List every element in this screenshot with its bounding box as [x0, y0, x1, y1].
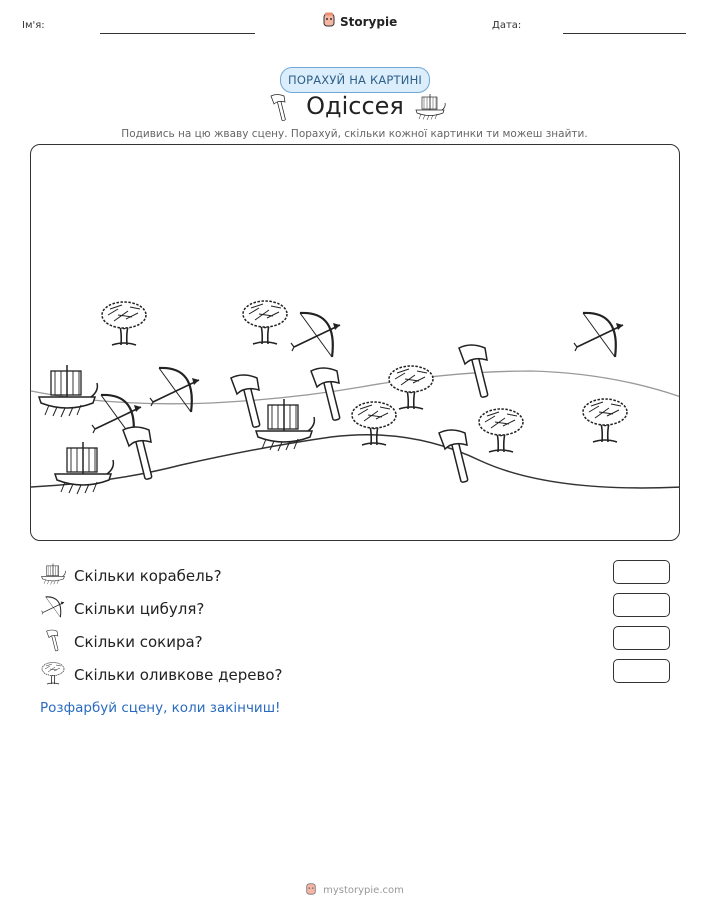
- tree-1: [102, 302, 146, 345]
- axe-icon: [40, 628, 66, 656]
- answer-box-ships[interactable]: [613, 560, 670, 584]
- scene-panel: [30, 144, 680, 541]
- olive-tree-icon: [40, 661, 66, 689]
- hill-far: [31, 371, 680, 404]
- axe-5: [439, 430, 468, 483]
- logo-text: Storypie: [340, 15, 398, 29]
- tree-6: [583, 399, 627, 442]
- name-label: Ім'я:: [22, 20, 45, 31]
- ship-1: [39, 365, 97, 417]
- instructions: Подивись на цю жваву сцену. Порахуй, скільки кожної картинки ти можеш знайти.: [121, 128, 588, 140]
- ship-icon: [40, 562, 66, 590]
- answer-box-bows[interactable]: [613, 593, 670, 617]
- answer-box-axes[interactable]: [613, 626, 670, 650]
- page-title: Одіссея: [306, 92, 404, 120]
- footer-url: mystorypie.com: [323, 885, 404, 896]
- storypie-mascot-icon: [322, 12, 336, 32]
- axe-4: [123, 427, 152, 480]
- coloring-note: Розфарбуй сцену, коли закінчиш!: [40, 700, 281, 716]
- bow-2: [574, 313, 623, 357]
- question-text: Скільки корабель?: [74, 567, 222, 585]
- ship-2: [256, 399, 314, 451]
- bow-1: [291, 313, 340, 357]
- bow-icon: [40, 595, 66, 623]
- axe-3: [459, 345, 488, 398]
- footer: [0, 881, 709, 900]
- name-field[interactable]: [100, 33, 255, 34]
- ship-3: [55, 442, 113, 494]
- question-bows: [40, 595, 204, 623]
- date-label: Дата:: [492, 20, 522, 31]
- title-axe-icon: [266, 92, 292, 126]
- question-olive-trees: [40, 661, 282, 689]
- title-ship-icon: [414, 92, 446, 126]
- tree-5: [479, 409, 523, 452]
- tree-3: [389, 366, 433, 409]
- tree-4: [352, 402, 396, 445]
- bow-3: [150, 368, 199, 412]
- question-text: Скільки оливкове дерево?: [74, 666, 283, 684]
- answer-box-olive-trees[interactable]: [613, 659, 670, 683]
- question-ships: [40, 562, 222, 590]
- date-field[interactable]: [563, 33, 686, 34]
- storypie-mascot-icon: [305, 881, 317, 900]
- storypie-logo: [322, 12, 397, 32]
- count-badge: ПОРАХУЙ НА КАРТИНІ: [280, 67, 430, 93]
- question-text: Скільки цибуля?: [74, 600, 205, 618]
- tree-2: [243, 301, 287, 344]
- question-axes: [40, 628, 203, 656]
- question-text: Скільки сокира?: [74, 633, 203, 651]
